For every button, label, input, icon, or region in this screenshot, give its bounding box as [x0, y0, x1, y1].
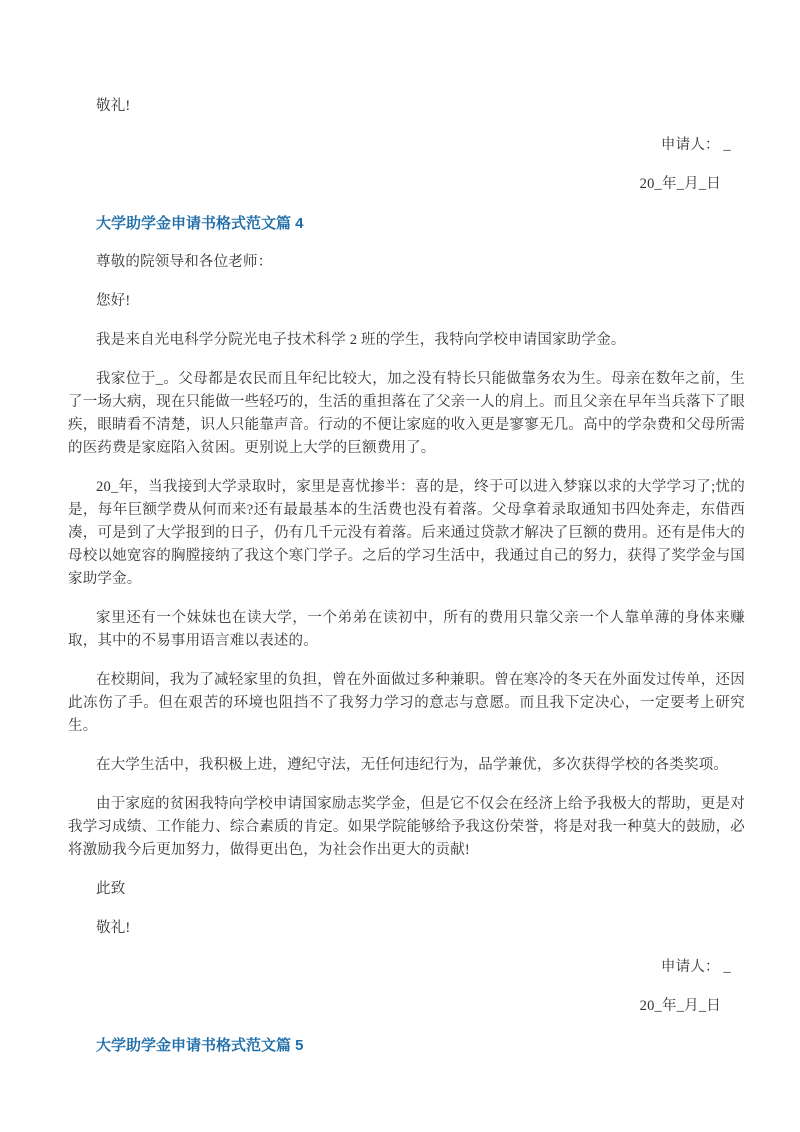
- paragraph-family-situation: 我家位于_。父母都是农民而且年纪比较大，加之没有特长只能做靠务农为生。母亲在数年之前，生了一场大病，现在只能做一些轻巧的，生活的重担落在了父亲一人的肩上。而且父亲在早年当兵落下了眼疾，眼睛看不清楚，识人只能靠声音。行动的不便让家庭的收入更是寥寥无几。高中的学杂费和父母所需的医药费是家庭陷入贫困。更别说上大学的巨额费用了。: [68, 371, 745, 456]
- paragraph-admission-story: 20_年，当我接到大学录取时，家里是喜忧掺半：喜的是，终于可以进入梦寐以求的大学学习了;忧的是，每年巨额学费从何而来?还有最最基本的生活费也没有着落。父母拿着录取通知书四处奔走，东借西凑，可是到了大学报到的日子，仍有几千元没有着落。后来通过贷款才解决了巨额的费用。还有是伟大的母校以她宽容的胸膛接纳了我这个寒门学子。之后的学习生活中，我通过自己的努力，获得了奖学金与国家助学金。: [68, 479, 745, 587]
- paragraph-siblings: 家里还有一个妹妹也在读大学，一个弟弟在读初中，所有的费用只靠父亲一个人靠单薄的身体来赚取，其中的不易事用语言难以表述的。: [68, 610, 745, 649]
- greeting-line: 您好!: [96, 293, 131, 309]
- section-heading-article-4: 大学助学金申请书格式范文篇 4: [96, 215, 304, 232]
- paragraph-conduct: 在大学生活中，我积极上进，遵纪守法，无任何违纪行为，品学兼优，多次获得学校的各类奖项。: [96, 757, 729, 773]
- section-heading-article-5: 大学助学金申请书格式范文篇 5: [96, 1037, 304, 1054]
- closing-salute-top: 敬礼!: [96, 98, 131, 114]
- closing-cizhi: 此致: [96, 881, 126, 897]
- applicant-signature-line: 申请人： _: [660, 959, 731, 975]
- date-line-top: 20_年_月_日: [639, 176, 721, 192]
- closing-salute: 敬礼!: [96, 920, 131, 936]
- applicant-signature-line-top: 申请人： _: [660, 137, 731, 153]
- paragraph-intro: 我是来自光电科学分院光电子技术科学 2 班的学生，我特向学校申请国家助学金。: [96, 332, 626, 348]
- date-line: 20_年_月_日: [639, 998, 721, 1014]
- paragraph-request: 由于家庭的贫困我特向学校申请国家励志奖学金，但是它不仅会在经济上给予我极大的帮助，更是对我学习成绩、工作能力、综合素质的肯定。如果学院能够给予我这份荣誉，将是对我一种莫大的鼓励，必将激励我今后更加努力，做得更出色，为社会作出更大的贡献!: [68, 796, 745, 858]
- paragraph-part-time-jobs: 在校期间，我为了减轻家里的负担，曾在外面做过多种兼职。曾在寒冷的冬天在外面发过传单，还因此冻伤了手。但在艰苦的环境也阻挡不了我努力学习的意志与意愿。而且我下定决心，一定要考上研究生。: [68, 672, 745, 734]
- salutation-line: 尊敬的院领导和各位老师：: [96, 254, 273, 270]
